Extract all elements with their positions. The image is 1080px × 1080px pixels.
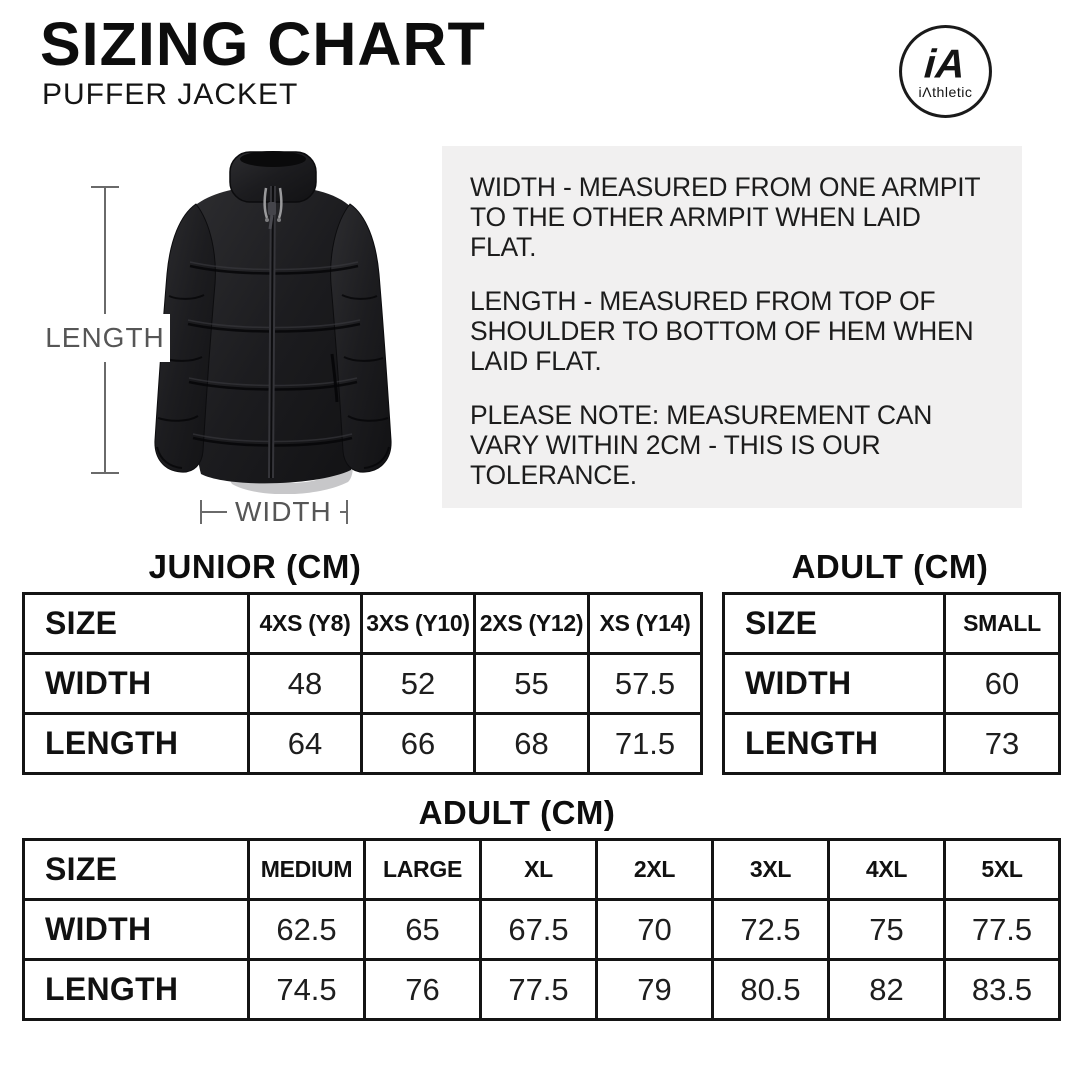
brand-logo-name: iΛthletic <box>918 83 973 100</box>
table-cell: 82 <box>829 960 945 1020</box>
table-row <box>724 654 1060 714</box>
table-cell: 60 <box>945 654 1060 714</box>
table-header-row <box>24 840 1060 900</box>
table-cell: 64 <box>249 714 362 774</box>
table-cell: WIDTH <box>724 654 945 714</box>
brand-logo-mark: iA <box>922 40 967 87</box>
table-cell: 77.5 <box>945 900 1060 960</box>
table-cell: 74.5 <box>249 960 365 1020</box>
table-cell: 77.5 <box>481 960 597 1020</box>
adult-small-size-table <box>722 592 1061 775</box>
table-cell: 72.5 <box>713 900 829 960</box>
page-title: SIZING CHART <box>40 10 486 78</box>
table-row <box>724 714 1060 774</box>
table-cell: LENGTH <box>24 960 249 1020</box>
table-cell: LARGE <box>365 840 481 900</box>
page-subtitle: PUFFER JACKET <box>42 78 299 111</box>
table-cell: 3XS (Y10) <box>362 594 475 654</box>
brand-logo-icon <box>897 23 994 120</box>
table-cell: WIDTH <box>24 900 249 960</box>
table-cell: 75 <box>829 900 945 960</box>
junior-table-title: JUNIOR (CM) <box>148 548 362 585</box>
table-cell: 79 <box>597 960 713 1020</box>
table-cell: 4XL <box>829 840 945 900</box>
note-width: WIDTH - MEASURED FROM ONE ARMPIT TO THE OTHER ARMPIT WHEN LAID FLAT. <box>470 172 980 262</box>
measurement-notes-box <box>442 146 1022 508</box>
table-cell: SMALL <box>945 594 1060 654</box>
table-cell: 71.5 <box>589 714 702 774</box>
adult-small-table-title: ADULT (CM) <box>791 548 989 585</box>
junior-size-table <box>22 592 703 775</box>
table-row <box>24 654 702 714</box>
table-cell: 55 <box>475 654 589 714</box>
table-cell: 2XS (Y12) <box>475 594 589 654</box>
table-cell: 66 <box>362 714 475 774</box>
table-cell: 4XS (Y8) <box>249 594 362 654</box>
adult-large-size-table <box>22 838 1061 1021</box>
table-cell: 5XL <box>945 840 1060 900</box>
table-cell: 48 <box>249 654 362 714</box>
width-measure-label: WIDTH <box>227 496 340 528</box>
table-cell: 67.5 <box>481 900 597 960</box>
table-cell: 76 <box>365 960 481 1020</box>
table-header-row <box>724 594 1060 654</box>
table-cell: 70 <box>597 900 713 960</box>
table-cell: XS (Y14) <box>589 594 702 654</box>
table-cell: WIDTH <box>24 654 249 714</box>
table-row <box>24 900 1060 960</box>
table-cell: 73 <box>945 714 1060 774</box>
table-cell: 65 <box>365 900 481 960</box>
table-header-row <box>24 594 702 654</box>
table-cell: 83.5 <box>945 960 1060 1020</box>
table-cell: 68 <box>475 714 589 774</box>
table-row <box>24 960 1060 1020</box>
table-cell: 80.5 <box>713 960 829 1020</box>
table-cell: 57.5 <box>589 654 702 714</box>
note-length: LENGTH - MEASURED FROM TOP OF SHOULDER TO BOTTOM OF HEM WHEN LAID FLAT. <box>470 286 974 376</box>
table-cell: XL <box>481 840 597 900</box>
table-cell: 3XL <box>713 840 829 900</box>
puffer-jacket-illustration <box>140 144 406 494</box>
length-measure-label: LENGTH <box>40 314 170 362</box>
table-cell: MEDIUM <box>249 840 365 900</box>
table-cell: SIZE <box>724 594 945 654</box>
table-cell: SIZE <box>24 594 249 654</box>
table-cell: SIZE <box>24 840 249 900</box>
adult-large-table-title: ADULT (CM) <box>418 794 616 831</box>
table-cell: LENGTH <box>24 714 249 774</box>
table-cell: LENGTH <box>724 714 945 774</box>
table-cell: 62.5 <box>249 900 365 960</box>
note-tolerance: PLEASE NOTE: MEASUREMENT CAN VARY WITHIN 2CM - THIS IS OUR TOLERANCE. <box>470 400 933 490</box>
table-cell: 2XL <box>597 840 713 900</box>
table-row <box>24 714 702 774</box>
table-cell: 52 <box>362 654 475 714</box>
